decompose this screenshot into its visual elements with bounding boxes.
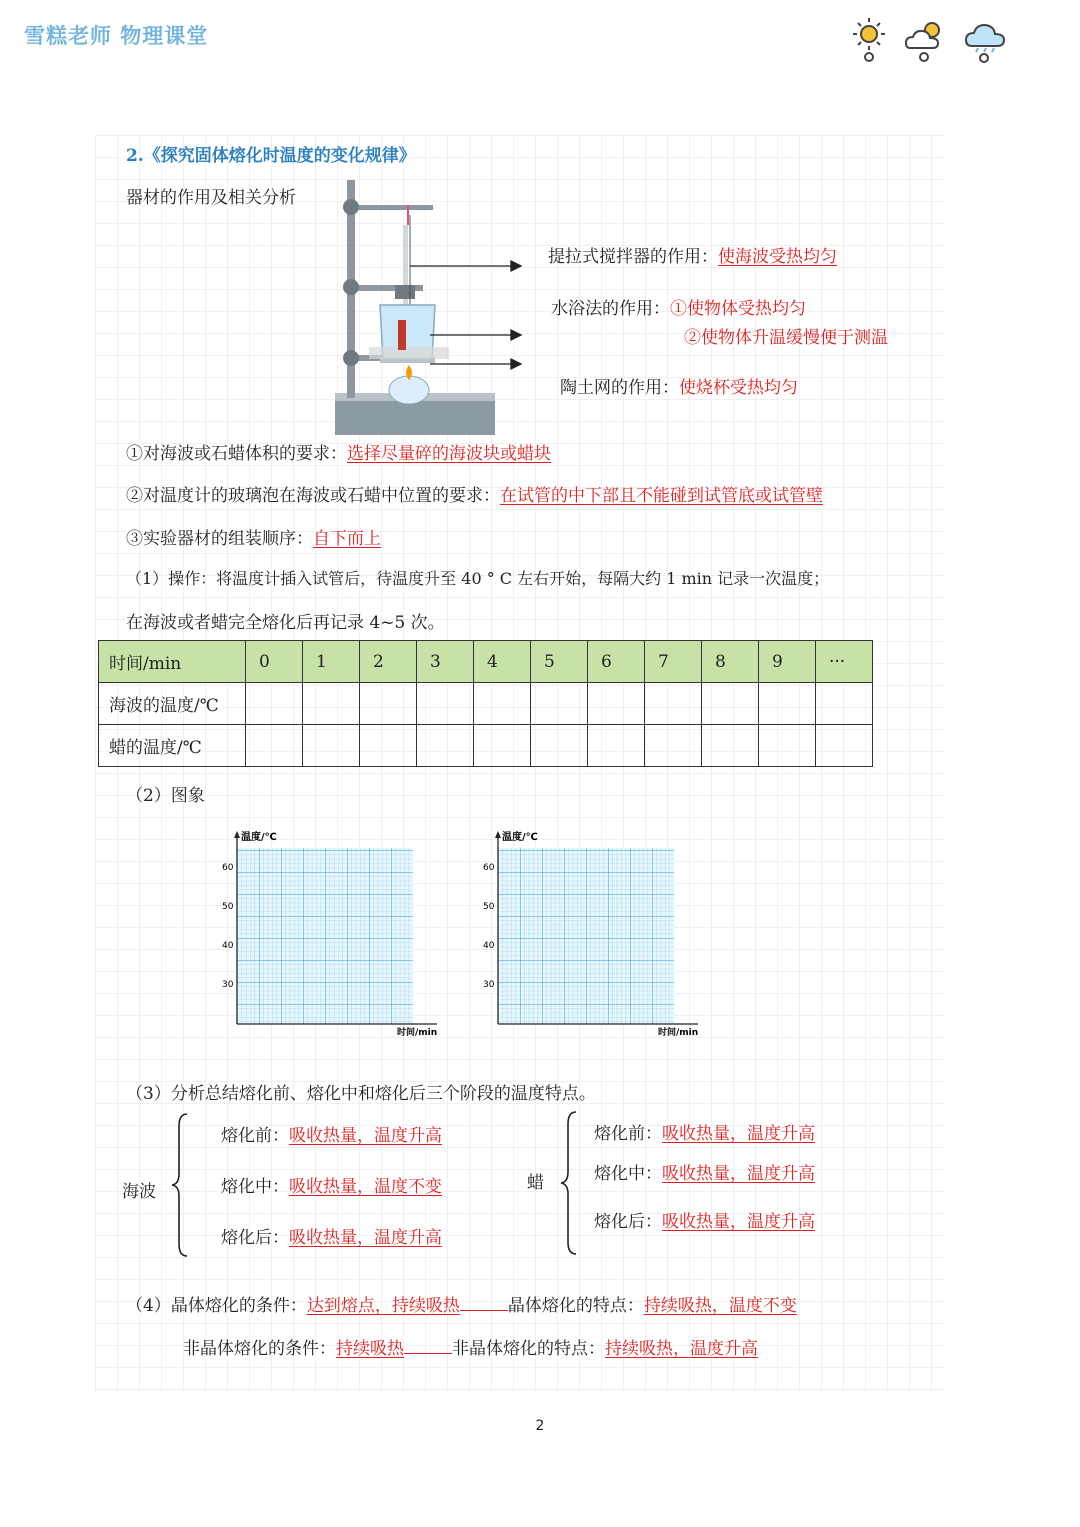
requirement-item [126,439,551,464]
haibo-item [221,1121,442,1146]
stage-answer: 吸收热量，温度升高 [662,1164,815,1184]
amorphous-condition-answer: 持续吸热 [336,1339,404,1359]
table-cell[interactable] [360,725,417,767]
stage-answer: 吸收热量，温度升高 [289,1228,442,1248]
page-number: 2 [535,1418,545,1434]
table-row-label: 蜡的温度/℃ [99,725,246,767]
answer-blank [404,1352,452,1354]
table-cell[interactable] [246,683,303,725]
table-cell[interactable] [645,683,702,725]
table-cell[interactable] [474,683,531,725]
partly-cloudy-icon [902,14,950,64]
requirement-item [126,524,381,549]
requirement-item [126,481,823,506]
table-row [99,683,873,725]
stirrer-answer: 使海波受热均匀 [718,247,837,267]
table-cell[interactable] [417,683,474,725]
graph-xlabel: 时间/min [658,1028,699,1038]
stage-label: 熔化前： [594,1124,662,1144]
graph-ytick: 40 [222,941,234,951]
sun-icon [848,14,890,64]
requirement-answer: 在试管的中下部且不能碰到试管底或试管壁 [500,486,823,506]
table-cell[interactable] [702,725,759,767]
water-bath-row [551,294,806,319]
stage-answer: 吸收热量，温度升高 [662,1124,815,1144]
table-row [99,725,873,767]
stage-label: 熔化中： [221,1177,289,1197]
crystal-row [126,1291,797,1316]
haibo-name: 海波 [122,1182,156,1202]
table-cell: 0 [246,641,303,683]
table-cell[interactable] [531,683,588,725]
amorphous-feature-answer: 持续吸热，温度升高 [605,1339,758,1359]
rain-cloud-icon [962,14,1010,64]
amorphous-feature-label: 非晶体熔化的特点： [452,1339,605,1359]
wax-item [594,1207,815,1232]
wax-item [594,1119,815,1144]
graph-ytick: 50 [483,902,495,912]
amorphous-row [183,1334,758,1359]
haibo-brace [170,1112,192,1258]
stage-answer: 吸收热量，温度不变 [289,1177,442,1197]
graph-paper-2 [476,828,716,1040]
table-cell: ··· [816,641,873,683]
graph-ytick: 30 [483,980,495,990]
graph-ytick: 40 [483,941,495,951]
wax-name: 蜡 [527,1173,544,1193]
crystal-condition-answer: 达到熔点，持续吸热 [306,1296,460,1316]
crystal-condition-label: （4）晶体熔化的条件： [126,1296,307,1316]
requirement-answer: 自下而上 [313,529,381,549]
table-cell[interactable] [588,725,645,767]
haibo-item [221,1172,442,1197]
analysis-heading: （3）分析总结熔化前、熔化中和熔化后三个阶段的温度特点。 [126,1084,596,1104]
table-cell[interactable] [360,683,417,725]
table-cell: 8 [702,641,759,683]
water-bath-answer-1: ①使物体受热均匀 [670,299,806,319]
table-cell[interactable] [816,725,873,767]
stage-label: 熔化后： [221,1228,289,1248]
table-cell: 6 [588,641,645,683]
brand-title: 雪糕老师 物理课堂 [24,24,209,48]
table-cell: 3 [417,641,474,683]
stage-label: 熔化中： [594,1164,662,1184]
table-cell: 5 [531,641,588,683]
table-cell[interactable] [246,725,303,767]
table-cell: 7 [645,641,702,683]
section-subtitle: 器材的作用及相关分析 [126,188,296,208]
table-cell[interactable] [303,725,360,767]
requirement-label: ③实验器材的组装顺序： [126,529,313,549]
requirement-label: ②对温度计的玻璃泡在海波或石蜡中位置的要求： [126,486,500,506]
water-bath-label: 水浴法的作用： [551,299,670,319]
graph-ylabel: 温度/℃ [502,832,538,843]
graph-heading: （2）图象 [126,786,205,806]
graph-paper-1 [215,828,455,1040]
table-cell: 1 [303,641,360,683]
table-cell[interactable] [645,725,702,767]
table-cell[interactable] [759,683,816,725]
table-cell: 9 [759,641,816,683]
stage-label: 熔化后： [594,1212,662,1232]
table-cell: 时间/min [99,641,246,683]
answer-blank [460,1309,508,1311]
graph-ylabel: 温度/℃ [241,832,277,843]
stirrer-row [548,242,837,267]
stage-label: 熔化前： [221,1126,289,1146]
table-cell[interactable] [759,725,816,767]
graph-xlabel: 时间/min [397,1028,438,1038]
table-cell[interactable] [816,683,873,725]
graph-ytick: 60 [222,863,234,873]
crystal-feature-label: 晶体熔化的特点： [507,1296,644,1316]
table-cell[interactable] [531,725,588,767]
stage-answer: 吸收热量，温度升高 [289,1126,442,1146]
gauze-label: 陶土网的作用： [560,378,679,398]
requirement-label: ①对海波或石蜡体积的要求： [126,444,347,464]
gauze-row [560,373,798,398]
table-cell[interactable] [588,683,645,725]
graph-ytick: 30 [222,980,234,990]
apparatus-arrows [405,255,530,375]
graph-ytick: 50 [222,902,234,912]
table-cell[interactable] [702,683,759,725]
water-bath-answer-2: ②使物体升温缓慢便于测温 [684,328,888,348]
table-cell[interactable] [474,725,531,767]
table-header-row [99,641,873,683]
section-title: 2.《探究固体熔化时温度的变化规律》 [126,146,416,166]
operation-line-1: （1）操作：将温度计插入试管后，待温度升至 40 ° C 左右开始，每隔大约 1 min 记录一次温度； [126,569,830,588]
stage-answer: 吸收热量，温度升高 [662,1212,815,1232]
requirement-answer: 选择尽量碎的海波块或蜡块 [347,444,551,464]
crystal-feature-answer: 持续吸热，温度不变 [643,1296,797,1316]
stirrer-label: 提拉式搅拌器的作用： [548,247,718,267]
record-table [98,640,873,767]
table-cell: 4 [474,641,531,683]
table-cell: 2 [360,641,417,683]
haibo-item [221,1223,442,1248]
wax-item [594,1159,815,1184]
graph-ytick: 60 [483,863,495,873]
table-cell[interactable] [303,683,360,725]
table-cell[interactable] [417,725,474,767]
wax-brace [559,1110,581,1256]
amorphous-condition-label: 非晶体熔化的条件： [183,1339,336,1359]
table-row-label: 海波的温度/℃ [99,683,246,725]
operation-line-2: 在海波或者蜡完全熔化后再记录 4~5 次。 [126,613,445,633]
gauze-answer: 使烧杯受热均匀 [679,378,798,398]
